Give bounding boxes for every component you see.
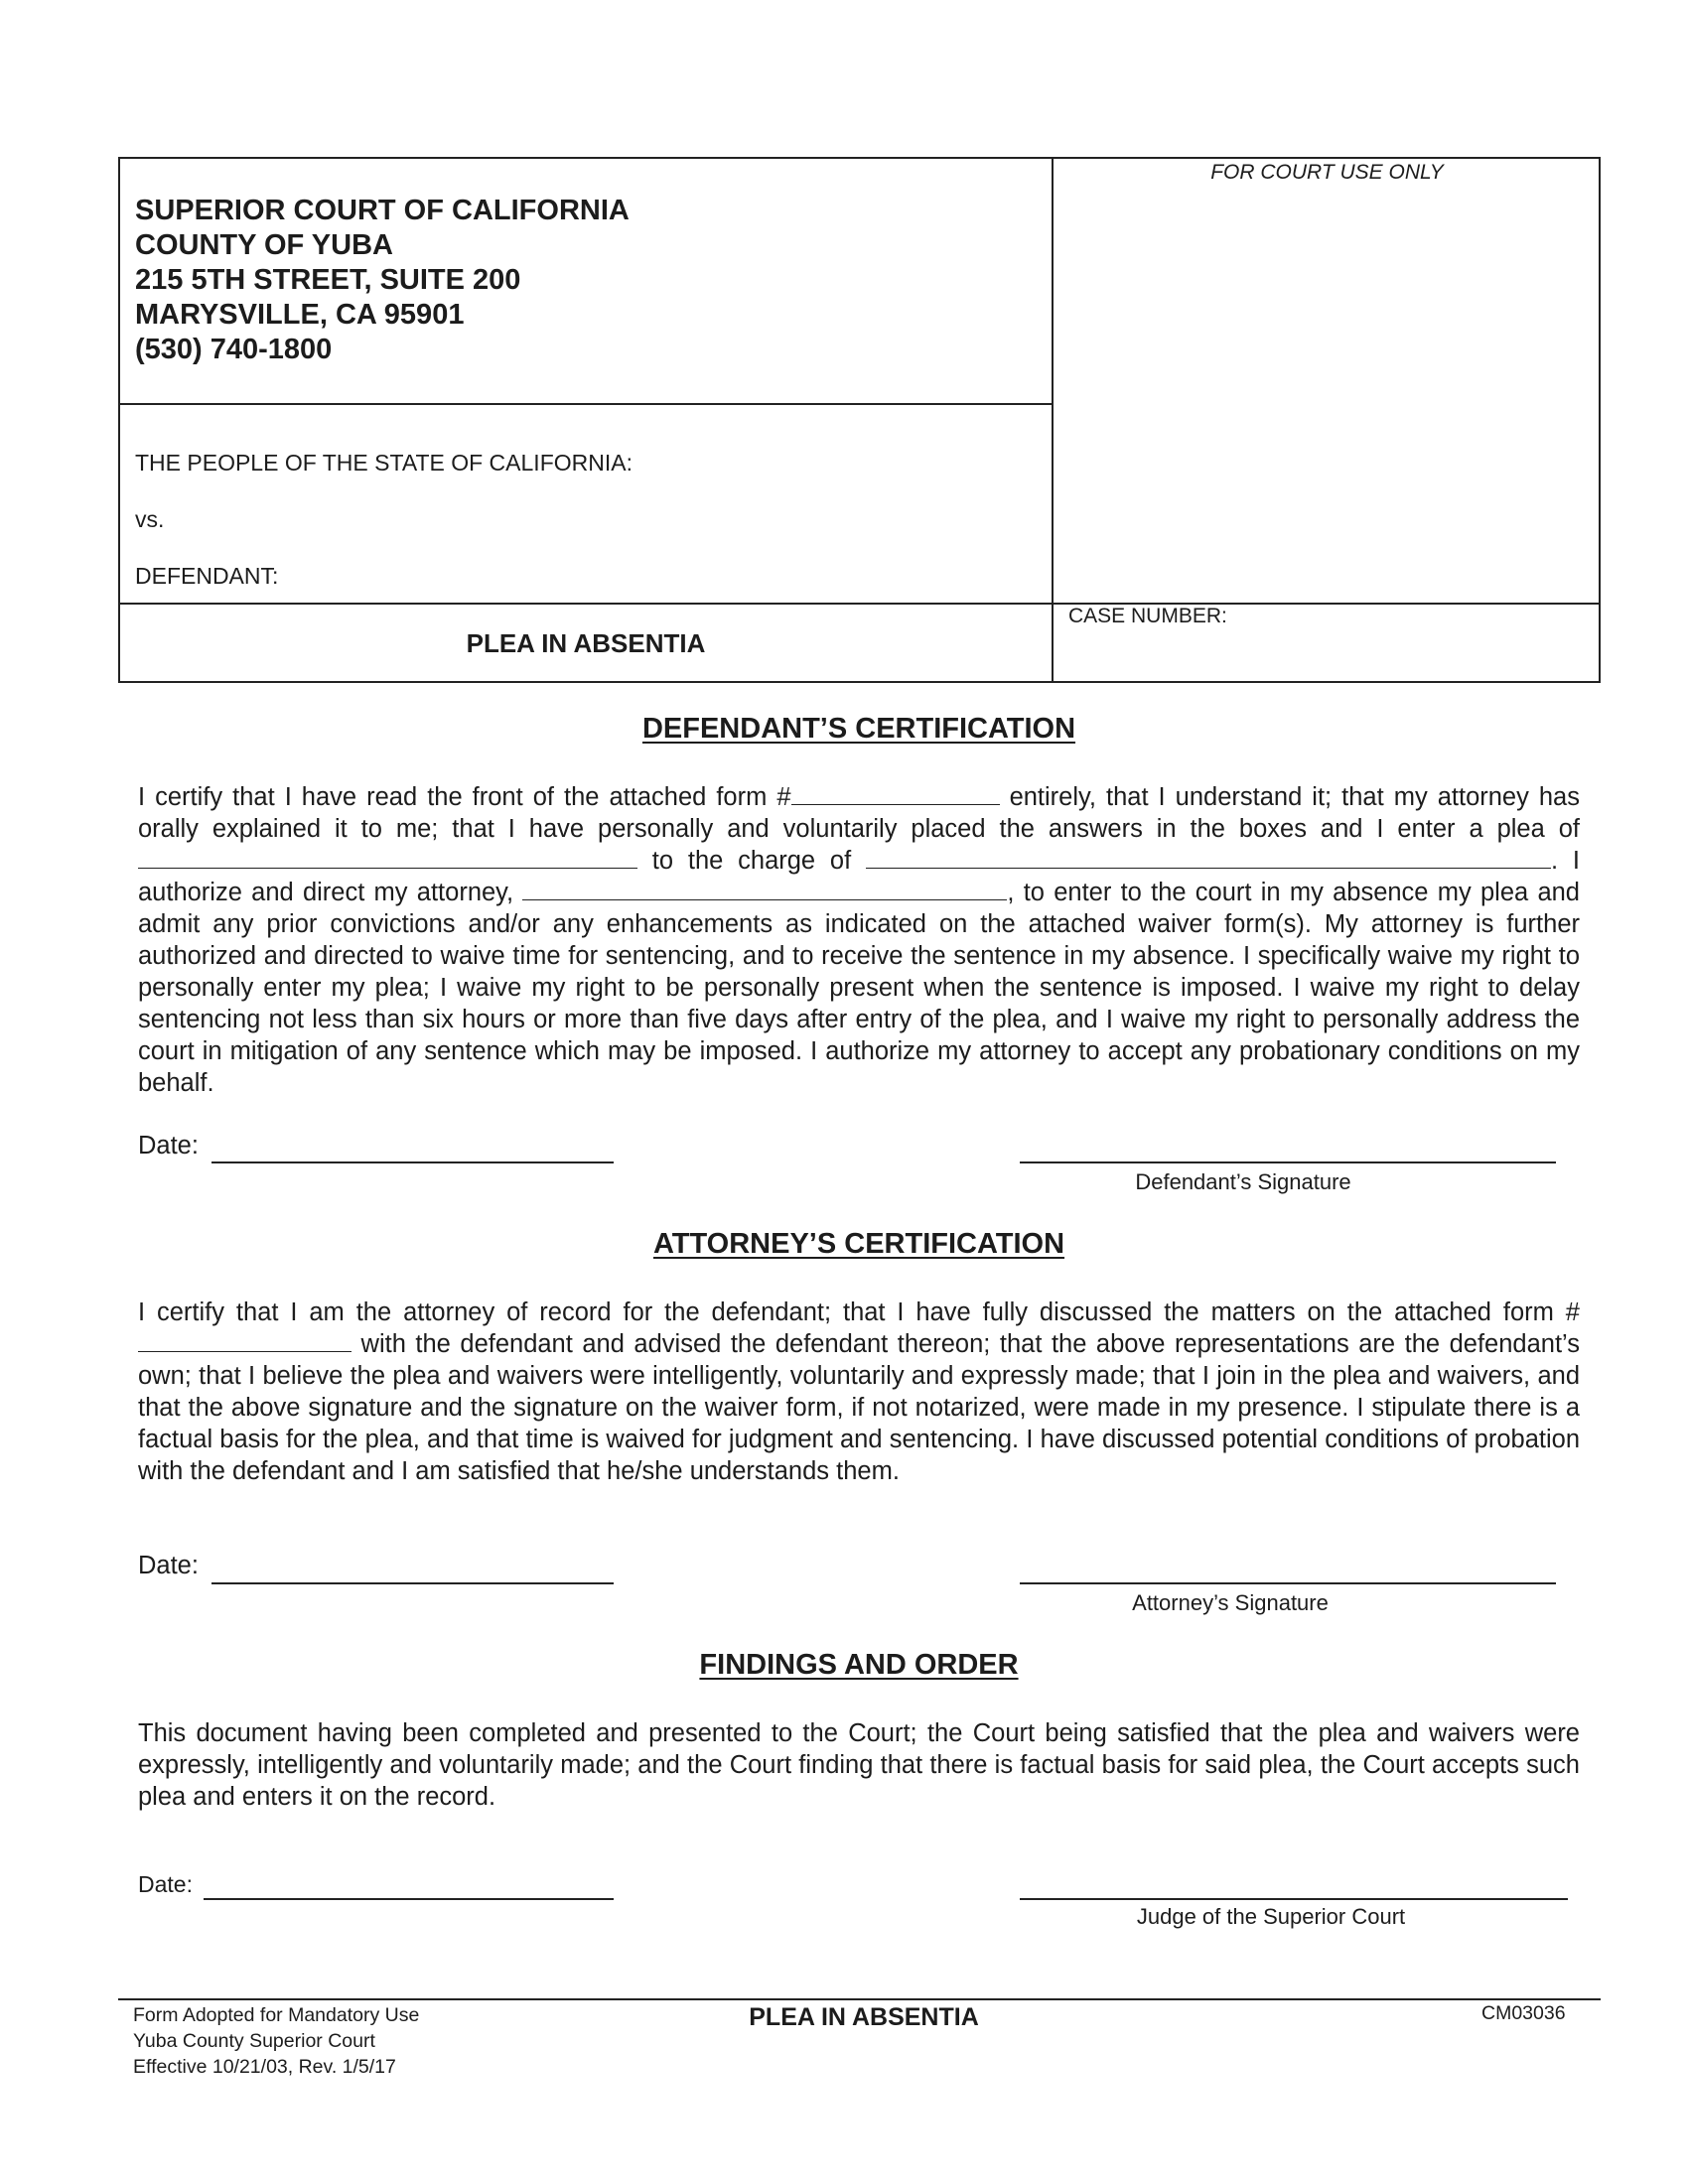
defendant-date-field[interactable] xyxy=(211,1161,614,1163)
versus-label: vs. xyxy=(135,506,165,532)
defendant-certification-text xyxy=(138,781,1580,1099)
attorney-date-label: Date: xyxy=(138,1552,199,1579)
defendant-text-4: . I authorize and direct my attorney, xyxy=(138,847,1580,906)
defendant-text-5: , to enter to the court in my absence my plea and admit any prior convictions and/or any enhancements as indicated on the attached waiver form(s). My attorney is further authorized and directed to waive time for sentencing, and to receive the sentence in my absence. I specifically waive my right to personally enter my plea; I waive my right to be personally present when the sentence is imposed. I waive my right to delay sentencing not less than six hours or more than five days after entry of the plea, and I waive my right to personally address the court in mitigation of any sentence which may be imposed. I authorize my attorney to accept any probationary conditions on my behalf. xyxy=(138,879,1580,1097)
case-number-label: CASE NUMBER: xyxy=(1068,605,1227,627)
attorney-text-2: with the defendant and advised the defendant thereon; that the above representations are the defendant’s own; that I believe the plea and waivers were intelligently, voluntarily and expressly made; that I join in the plea and waivers, and that the above signature and the signature on the waiver form, if not notarized, were made in my presence. I stipulate there is a factual basis for the plea, and that time is waived for judgment and sentencing. I have discussed potential conditions of probation with the defendant and I am satisfied that he/she understands them. xyxy=(138,1330,1580,1485)
attorney-date-field[interactable] xyxy=(211,1582,614,1584)
footer-title: PLEA IN ABSENTIA xyxy=(749,2003,979,2031)
court-address-block xyxy=(135,194,630,367)
parties-block xyxy=(135,435,633,605)
findings-text: This document having been completed and presented to the Court; the Court being satisfied that the plea and waivers were expressly, intelligently and voluntarily made; and the Court finding that there is factual basis for said plea, the Court accepts such plea and enters it on the record. xyxy=(138,1719,1580,1811)
attorney-name-field[interactable] xyxy=(522,878,1007,900)
caption-box xyxy=(118,157,1601,683)
court-phone: (530) 740-1800 xyxy=(135,334,333,365)
judge-date-field[interactable] xyxy=(204,1898,614,1900)
attorney-certification-text xyxy=(138,1297,1580,1487)
defendant-date-label: Date: xyxy=(138,1132,199,1160)
court-county: COUNTY OF YUBA xyxy=(135,229,393,261)
defendant-label: DEFENDANT: xyxy=(135,563,279,589)
court-use-only-label: FOR COURT USE ONLY xyxy=(1210,161,1444,184)
court-city: MARYSVILLE, CA 95901 xyxy=(135,299,465,331)
defendant-text-2: entirely, that I understand it; that my attorney has orally explained it to me; that I have personally and voluntarily placed the answers in the boxes and I enter a plea of xyxy=(138,783,1580,843)
footer-form-info xyxy=(133,2002,419,2080)
plea-field[interactable] xyxy=(138,846,637,869)
attorney-certification-heading: ATTORNEY’S CERTIFICATION xyxy=(652,1228,1065,1260)
form-number-field[interactable] xyxy=(791,782,1000,805)
attorney-signature-field[interactable] xyxy=(1020,1582,1556,1584)
footer-court: Yuba County Superior Court xyxy=(133,2030,375,2052)
judge-date-label: Date: xyxy=(138,1871,193,1897)
footer-rule xyxy=(118,1998,1601,2000)
caption-divider-court xyxy=(120,403,1052,405)
footer-effective: Effective 10/21/03, Rev. 1/5/17 xyxy=(133,2056,396,2078)
defendant-certification-heading: DEFENDANT’S CERTIFICATION xyxy=(641,713,1076,745)
court-street: 215 5TH STREET, SUITE 200 xyxy=(135,264,521,296)
defendant-text-1: I certify that I have read the front of the attached form # xyxy=(138,783,791,811)
attorney-signature-label: Attorney’s Signature xyxy=(1132,1590,1329,1615)
attorney-form-number-field[interactable] xyxy=(138,1329,352,1352)
people-label: THE PEOPLE OF THE STATE OF CALIFORNIA: xyxy=(135,450,633,476)
charge-field[interactable] xyxy=(866,846,1551,869)
judge-signature-label: Judge of the Superior Court xyxy=(1136,1904,1406,1929)
court-name: SUPERIOR COURT OF CALIFORNIA xyxy=(135,195,630,226)
attorney-text-1: I certify that I am the attorney of record for the defendant; that I have fully discussed the matters on the attached form # xyxy=(138,1298,1580,1326)
footer-form-code: CM03036 xyxy=(1481,2002,1566,2024)
form-title: PLEA IN ABSENTIA xyxy=(466,628,706,658)
defendant-text-3: to the charge of xyxy=(637,847,867,875)
findings-heading: FINDINGS AND ORDER xyxy=(699,1649,1019,1681)
judge-signature-field[interactable] xyxy=(1020,1898,1568,1900)
defendant-signature-label: Defendant’s Signature xyxy=(1135,1169,1351,1194)
footer-adopted: Form Adopted for Mandatory Use xyxy=(133,2004,420,2026)
defendant-signature-field[interactable] xyxy=(1020,1161,1556,1163)
